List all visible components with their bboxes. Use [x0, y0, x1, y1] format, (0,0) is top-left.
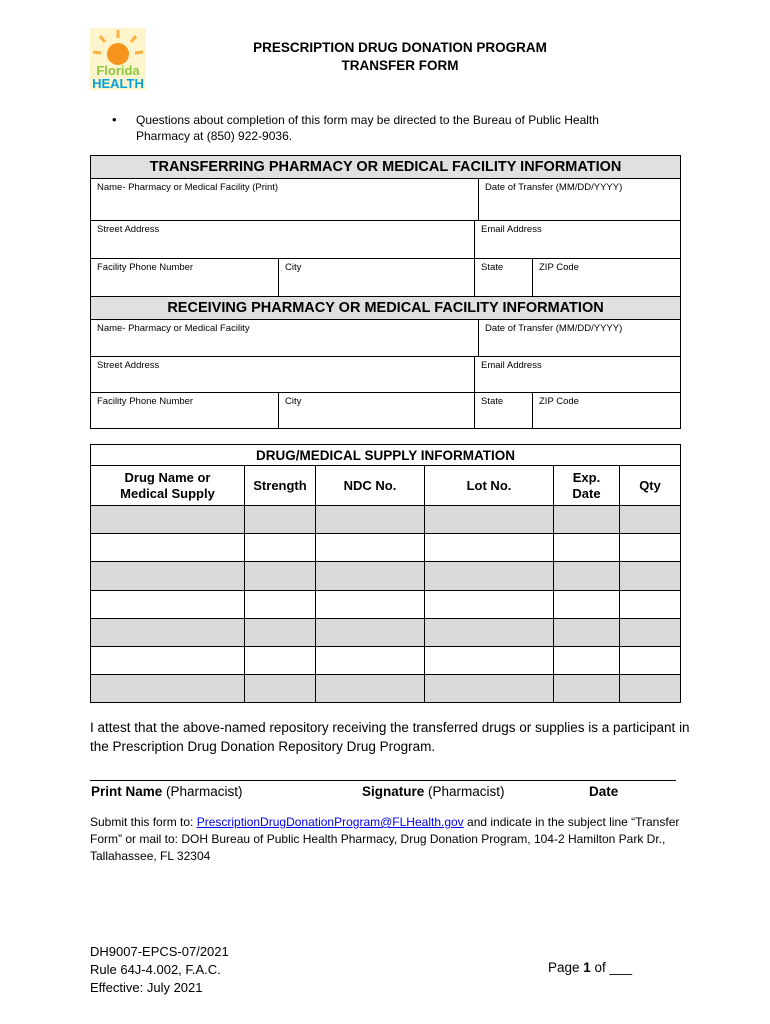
table-cell[interactable] [316, 619, 425, 647]
receiving-phone-field[interactable] [91, 393, 279, 429]
table-cell[interactable] [425, 675, 554, 703]
table-cell[interactable] [91, 647, 245, 675]
table-cell[interactable] [425, 619, 554, 647]
signature-label [362, 784, 505, 799]
table-cell[interactable] [554, 562, 620, 591]
table-cell[interactable] [91, 619, 245, 647]
exp-header-line2: Date [572, 485, 601, 501]
transferring-section-heading: TRANSFERRING PHARMACY OR MEDICAL FACILITY INFORMATION [91, 156, 681, 179]
facility-info-table [90, 155, 681, 429]
transferring-date-label: Date of Transfer (MM/DD/YYYY) [485, 182, 623, 193]
table-cell[interactable] [316, 647, 425, 675]
table-row [91, 591, 681, 619]
receiving-city-label: City [285, 396, 302, 407]
submit-email-link[interactable]: PrescriptionDrugDonationProgram@FLHealth.gov [196, 815, 464, 829]
receiving-zip-field[interactable] [533, 393, 681, 429]
table-cell[interactable] [620, 619, 681, 647]
table-cell[interactable] [245, 675, 316, 703]
table-cell[interactable] [620, 562, 681, 591]
receiving-zip-label: ZIP Code [539, 396, 579, 407]
signature-role: (Pharmacist) [424, 784, 505, 799]
receiving-state-label: State [481, 396, 504, 407]
receiving-name-label: Name- Pharmacy or Medical Facility [97, 323, 250, 334]
date-label: Date [589, 784, 619, 799]
transferring-email-field[interactable] [475, 221, 681, 259]
table-cell[interactable] [316, 534, 425, 562]
page-number [548, 960, 632, 975]
receiving-date-field[interactable] [479, 320, 681, 357]
table-cell[interactable] [245, 647, 316, 675]
transferring-zip-label: ZIP Code [539, 262, 579, 273]
page-prefix: Page [548, 960, 584, 975]
drug-name-header-line1: Drug Name or [124, 469, 211, 485]
page-current: 1 [583, 960, 591, 975]
table-row [91, 619, 681, 647]
table-cell[interactable] [91, 534, 245, 562]
submit-instructions [90, 814, 680, 865]
table-cell[interactable] [91, 506, 245, 534]
table-cell[interactable] [554, 506, 620, 534]
transferring-email-label: Email Address [481, 224, 542, 235]
column-header-strength: Strength [245, 466, 316, 506]
table-row [91, 562, 681, 591]
footer-info [90, 943, 229, 997]
table-cell[interactable] [620, 675, 681, 703]
transferring-zip-field[interactable] [533, 259, 681, 297]
receiving-street-field[interactable] [91, 357, 475, 393]
table-cell[interactable] [91, 562, 245, 591]
transferring-street-label: Street Address [97, 224, 160, 235]
table-cell[interactable] [425, 647, 554, 675]
receiving-city-field[interactable] [279, 393, 475, 429]
form-id: DH9007-EPCS-07/2021 [90, 944, 229, 959]
receiving-email-field[interactable] [475, 357, 681, 393]
attestation-text: I attest that the above-named repository receiving the transferred drugs or supplies is a participant in the Prescription Drug Donation Repository Drug Program. [90, 720, 690, 754]
table-cell[interactable] [245, 562, 316, 591]
print-name-bold: Print Name [91, 784, 163, 799]
column-header-qty: Qty [620, 466, 681, 506]
transferring-date-field[interactable] [479, 179, 681, 221]
logo-text-florida: Florida [96, 63, 140, 78]
receiving-section-heading: RECEIVING PHARMACY OR MEDICAL FACILITY INFORMATION [91, 297, 681, 320]
table-cell[interactable] [316, 591, 425, 619]
receiving-email-label: Email Address [481, 360, 542, 371]
signature-bold: Signature [362, 784, 425, 799]
bullet-icon: • [112, 112, 117, 127]
effective-date: Effective: July 2021 [90, 980, 203, 995]
table-cell[interactable] [316, 675, 425, 703]
table-cell[interactable] [245, 534, 316, 562]
column-header-ndc: NDC No. [316, 466, 425, 506]
drug-section-heading: DRUG/MEDICAL SUPPLY INFORMATION [91, 445, 681, 466]
rule-ref: Rule 64J-4.002, F.A.C. [90, 962, 221, 977]
table-row [91, 534, 681, 562]
page-suffix: of ___ [590, 960, 633, 975]
print-name-role: (Pharmacist) [162, 784, 243, 799]
table-cell[interactable] [620, 647, 681, 675]
receiving-name-field[interactable] [91, 320, 479, 357]
table-cell[interactable] [554, 534, 620, 562]
table-cell[interactable] [620, 534, 681, 562]
transferring-phone-label: Facility Phone Number [97, 262, 194, 273]
table-row [91, 506, 681, 534]
column-header-lot: Lot No. [425, 466, 554, 506]
table-cell[interactable] [425, 506, 554, 534]
table-cell[interactable] [316, 506, 425, 534]
receiving-phone-label: Facility Phone Number [97, 396, 194, 407]
submit-prefix: Submit this form to: [90, 815, 197, 829]
contact-note: Questions about completion of this form may be directed to the Bureau of Public Health Pharmacy at (850) 922-9036. [136, 113, 599, 143]
print-name-label [91, 784, 243, 799]
table-cell[interactable] [425, 562, 554, 591]
transferring-name-label: Name- Pharmacy or Medical Facility (Print) [97, 182, 279, 193]
table-cell[interactable] [91, 591, 245, 619]
column-header-exp-date [554, 466, 620, 506]
table-cell[interactable] [245, 619, 316, 647]
table-cell[interactable] [620, 591, 681, 619]
column-header-drug-name [91, 466, 245, 506]
drug-name-header-line2: Medical Supply [120, 485, 215, 501]
table-cell[interactable] [554, 591, 620, 619]
transferring-name-field[interactable] [91, 179, 479, 221]
exp-header-line1: Exp. [572, 469, 601, 485]
table-cell[interactable] [245, 591, 316, 619]
transferring-state-label: State [481, 262, 504, 273]
transferring-city-field[interactable] [279, 259, 475, 297]
table-cell[interactable] [554, 675, 620, 703]
table-cell[interactable] [425, 591, 554, 619]
table-cell[interactable] [425, 534, 554, 562]
table-row [91, 675, 681, 703]
page-title-line2: TRANSFER FORM [341, 58, 459, 73]
table-cell[interactable] [316, 562, 425, 591]
logo-text-health: HEALTH [92, 76, 144, 90]
transferring-phone-field[interactable] [91, 259, 279, 297]
table-cell[interactable] [91, 675, 245, 703]
receiving-state-field[interactable] [475, 393, 533, 429]
transferring-state-field[interactable] [475, 259, 533, 297]
receiving-date-label: Date of Transfer (MM/DD/YYYY) [485, 323, 623, 334]
signature-line[interactable] [90, 780, 676, 781]
table-cell[interactable] [554, 619, 620, 647]
table-row [91, 647, 681, 675]
drug-supply-table [90, 444, 681, 703]
table-cell[interactable] [620, 506, 681, 534]
page-title-line1: PRESCRIPTION DRUG DONATION PROGRAM [253, 40, 547, 55]
transferring-street-field[interactable] [91, 221, 475, 259]
submit-suffix: and indicate in the subject line “Transfer Form” or mail to: DOH Bureau of Public Health Pharmacy, Drug Donation Program, 104-2 Hamilton Park Dr., Tallahassee, FL 32304 [90, 815, 680, 863]
transferring-city-label: City [285, 262, 302, 273]
receiving-street-label: Street Address [97, 360, 160, 371]
table-cell[interactable] [245, 506, 316, 534]
florida-health-logo [90, 28, 146, 90]
table-cell[interactable] [554, 647, 620, 675]
